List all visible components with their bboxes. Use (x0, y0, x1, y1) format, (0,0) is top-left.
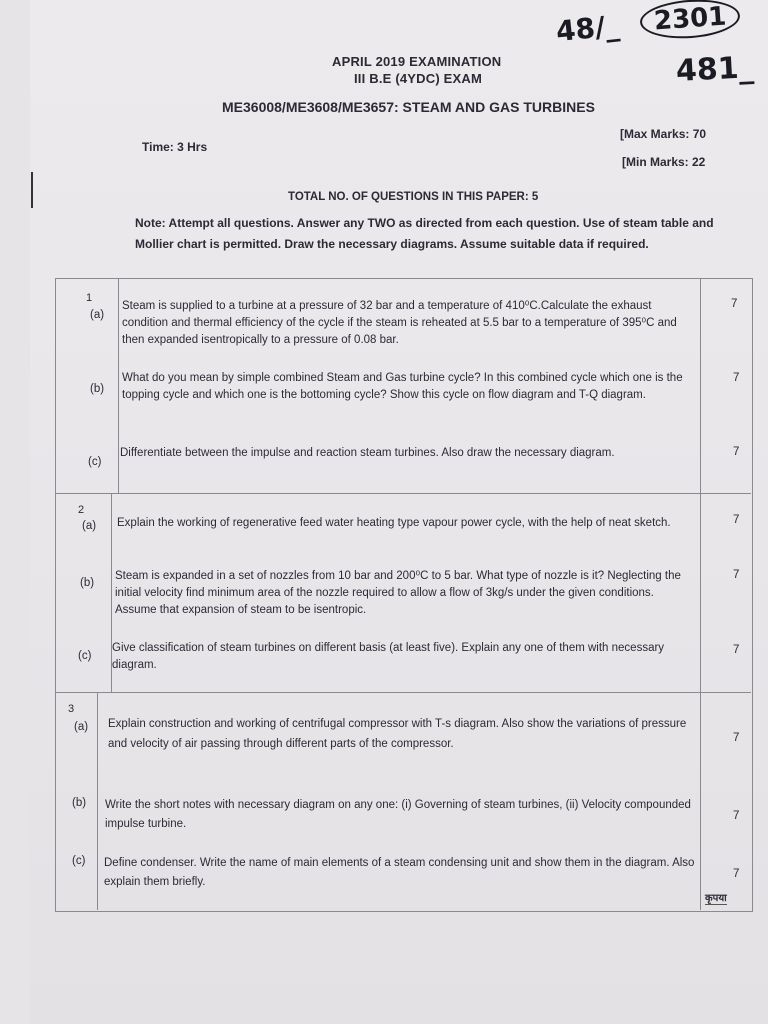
marks-value: 7 (733, 514, 740, 526)
question-text: What do you mean by simple combined Steam and Gas turbine cycle? In this combined cycle which one is the topping cycle and which one is the bottoming cycle? Show this cycle on flow diagram and T-Q diagram. (122, 372, 683, 401)
margin-mark (31, 172, 33, 208)
question-number: 3 (68, 703, 75, 715)
question-number: 2 (78, 504, 85, 516)
marks-value: 7 (733, 644, 740, 656)
question-text: Define condenser. Write the name of main elements of a steam condensing unit and show them in the diagram. Also explain them briefly. (104, 857, 695, 888)
exam-title: APRIL 2019 EXAMINATION (332, 54, 502, 69)
part-label: (c) (72, 855, 86, 867)
part-label: (a) (90, 309, 105, 321)
part-label: (c) (78, 650, 92, 662)
part-label: (a) (82, 520, 97, 532)
part-label: (a) (74, 721, 89, 733)
part-label: (c) (88, 456, 102, 468)
row-divider (55, 493, 751, 494)
question-text: Differentiate between the impulse and reaction steam turbines. Also draw the necessary diagram. (120, 447, 615, 459)
handwritten-roll-bottom: 481_ (675, 49, 755, 90)
question-text: Explain construction and working of centrifugal compressor with T-s diagram. Also show the variations of pressure and velocity of air passing through different parts of the compressor. (108, 718, 687, 750)
part-label: (b) (72, 797, 87, 809)
question-text: Give classification of steam turbines on different basis (at least five). Explain any one of them with necessary diagram. (112, 642, 665, 671)
marks-value: 7 (733, 810, 740, 822)
marks-value: 7 (733, 569, 740, 581)
question-text: Explain the working of regenerative feed water heating type vapour power cycle, with the help of neat sketch. (117, 517, 671, 529)
marks-value: 7 (733, 732, 740, 744)
instructions-note: Note: Attempt all questions. Answer any TWO as directed from each question. Use of steam table and Mollier chart is permitted. Draw the necessary diagrams. Assume suitable data if required. (135, 216, 714, 251)
time-label: Time: 3 Hrs (142, 140, 208, 154)
column-divider-marks (700, 278, 701, 910)
column-divider-q3 (97, 692, 98, 910)
subject-title: ME36008/ME3608/ME3657: STEAM AND GAS TURBINES (222, 99, 595, 115)
marks-value: 7 (733, 446, 740, 458)
handwritten-roll-circled: 2301 (639, 0, 742, 41)
question-number: 1 (86, 292, 93, 304)
column-divider-q1 (118, 278, 119, 493)
part-label: (b) (80, 577, 95, 589)
total-questions-label: TOTAL NO. OF QUESTIONS IN THIS PAPER: 5 (288, 191, 539, 203)
question-text: Steam is supplied to a turbine at a pressure of 32 bar and a temperature of 410⁰C.Calculate the exhaust condition and thermal efficiency of the cycle if the steam is reheated at 5.5 bar to a temperature of 395⁰C and then expanded isentropically to a pressure of 0.08 bar. (122, 300, 677, 346)
page-turn-stamp: कृपया (705, 890, 727, 905)
max-marks-label: [Max Marks: 70 (620, 127, 707, 141)
marks-value: 7 (733, 372, 740, 384)
min-marks-label: [Min Marks: 22 (622, 155, 706, 169)
question-text: Steam is expanded in a set of nozzles from 10 bar and 200⁰C to 5 bar. What type of nozzle is it? Neglecting the initial velocity find minimum area of the nozzle required to allow a flow of 3kg/s under the given conditions. Assume that expansion of steam to be isentropic. (115, 570, 681, 616)
question-text: Write the short notes with necessary diagram on any one: (i) Governing of steam turbines, (ii) Velocity compounded impulse turbine. (105, 799, 691, 830)
handwritten-roll-top: 48/_ (554, 8, 621, 49)
row-divider (55, 692, 751, 693)
marks-value: 7 (733, 868, 740, 880)
part-label: (b) (90, 383, 105, 395)
marks-value: 7 (731, 298, 738, 310)
course-title: III B.E (4YDC) EXAM (354, 71, 483, 86)
